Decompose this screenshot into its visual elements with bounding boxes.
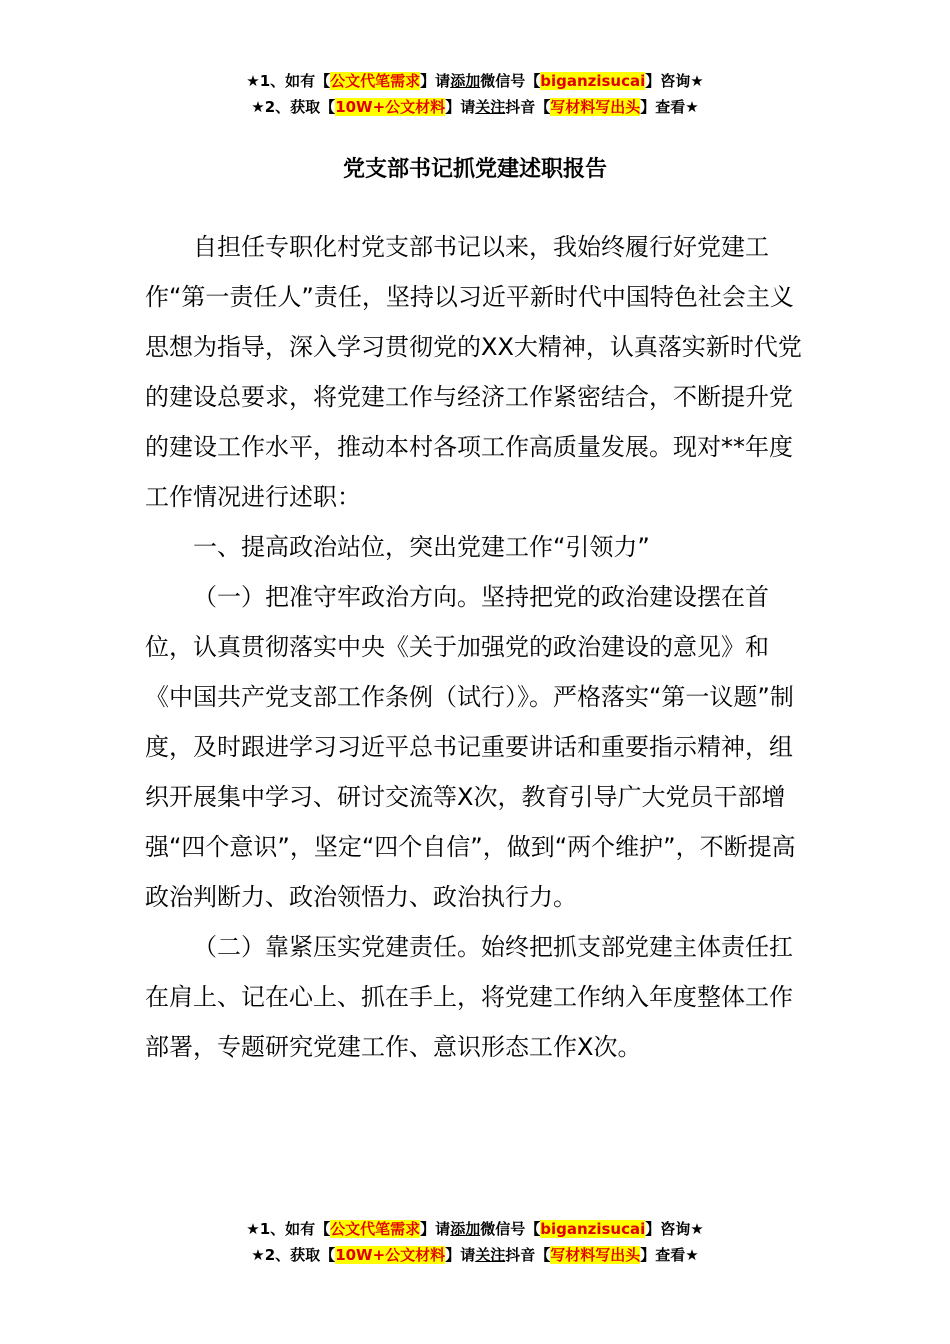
footer-promo-banner	[0, 1216, 950, 1268]
highlight-wechat-id: biganzisucai	[540, 72, 646, 90]
promo-line-1: ★1、如有【公文代笔需求】请添加微信号【biganzisucai】咨询★	[246, 72, 704, 90]
promo-line-2: ★2、获取【10W+公文材料】请关注抖音【写材料写出头】查看★	[251, 1246, 699, 1264]
promo-line-1: ★1、如有【公文代笔需求】请添加微信号【biganzisucai】咨询★	[246, 1220, 704, 1238]
paragraph-political-direction: （一）把准守牢政治方向。坚持把党的政治建设摆在首位，认真贯彻落实中央《关于加强党的政治建设的意见》和《中国共产党支部工作条例（试行）》。严格落实“第一议题”制度，及时跟进学习习近平总书记重要讲话和重要指示精神，组织开展集中学习、研讨交流等X次，教育引导广大党员干部增强“四个意识”，坚定“四个自信”，做到“两个维护”，不断提高政治判断力、政治领悟力、政治执行力。	[145, 583, 796, 911]
promo-line-2: ★2、获取【10W+公文材料】请关注抖音【写材料写出头】查看★	[251, 98, 699, 116]
highlight-service: 公文代笔需求	[330, 72, 421, 90]
document-title: 党支部书记抓党建述职报告	[342, 157, 607, 182]
highlight-wechat-id: biganzisucai	[540, 1220, 646, 1238]
highlight-douyin-account: 写材料写出头	[550, 1246, 641, 1264]
header-promo-banner	[0, 68, 950, 120]
highlight-materials: 10W+公文材料	[335, 1246, 446, 1264]
paragraph-intro: 自担任专职化村党支部书记以来，我始终履行好党建工作“第一责任人”责任，坚持以习近平新时代中国特色社会主义思想为指导，深入学习贯彻党的XX大精神，认真落实新时代党的建设总要求，将党建工作与经济工作紧密结合，不断提升党的建设工作水平，推动本村各项工作高质量发展。现对**年度工作情况进行述职：	[145, 233, 802, 511]
paragraph-party-responsibility: （二）靠紧压实党建责任。始终把抓支部党建主体责任扛在肩上、记在心上、抓在手上，将党建工作纳入年度整体工作部署，专题研究党建工作、意识形态工作X次。	[145, 933, 793, 1061]
section-heading-1: 一、提高政治站位，突出党建工作“引领力”	[193, 533, 650, 561]
highlight-douyin-account: 写材料写出头	[550, 98, 641, 116]
highlight-service: 公文代笔需求	[330, 1220, 421, 1238]
highlight-materials: 10W+公文材料	[335, 98, 446, 116]
document-body	[145, 222, 805, 1072]
